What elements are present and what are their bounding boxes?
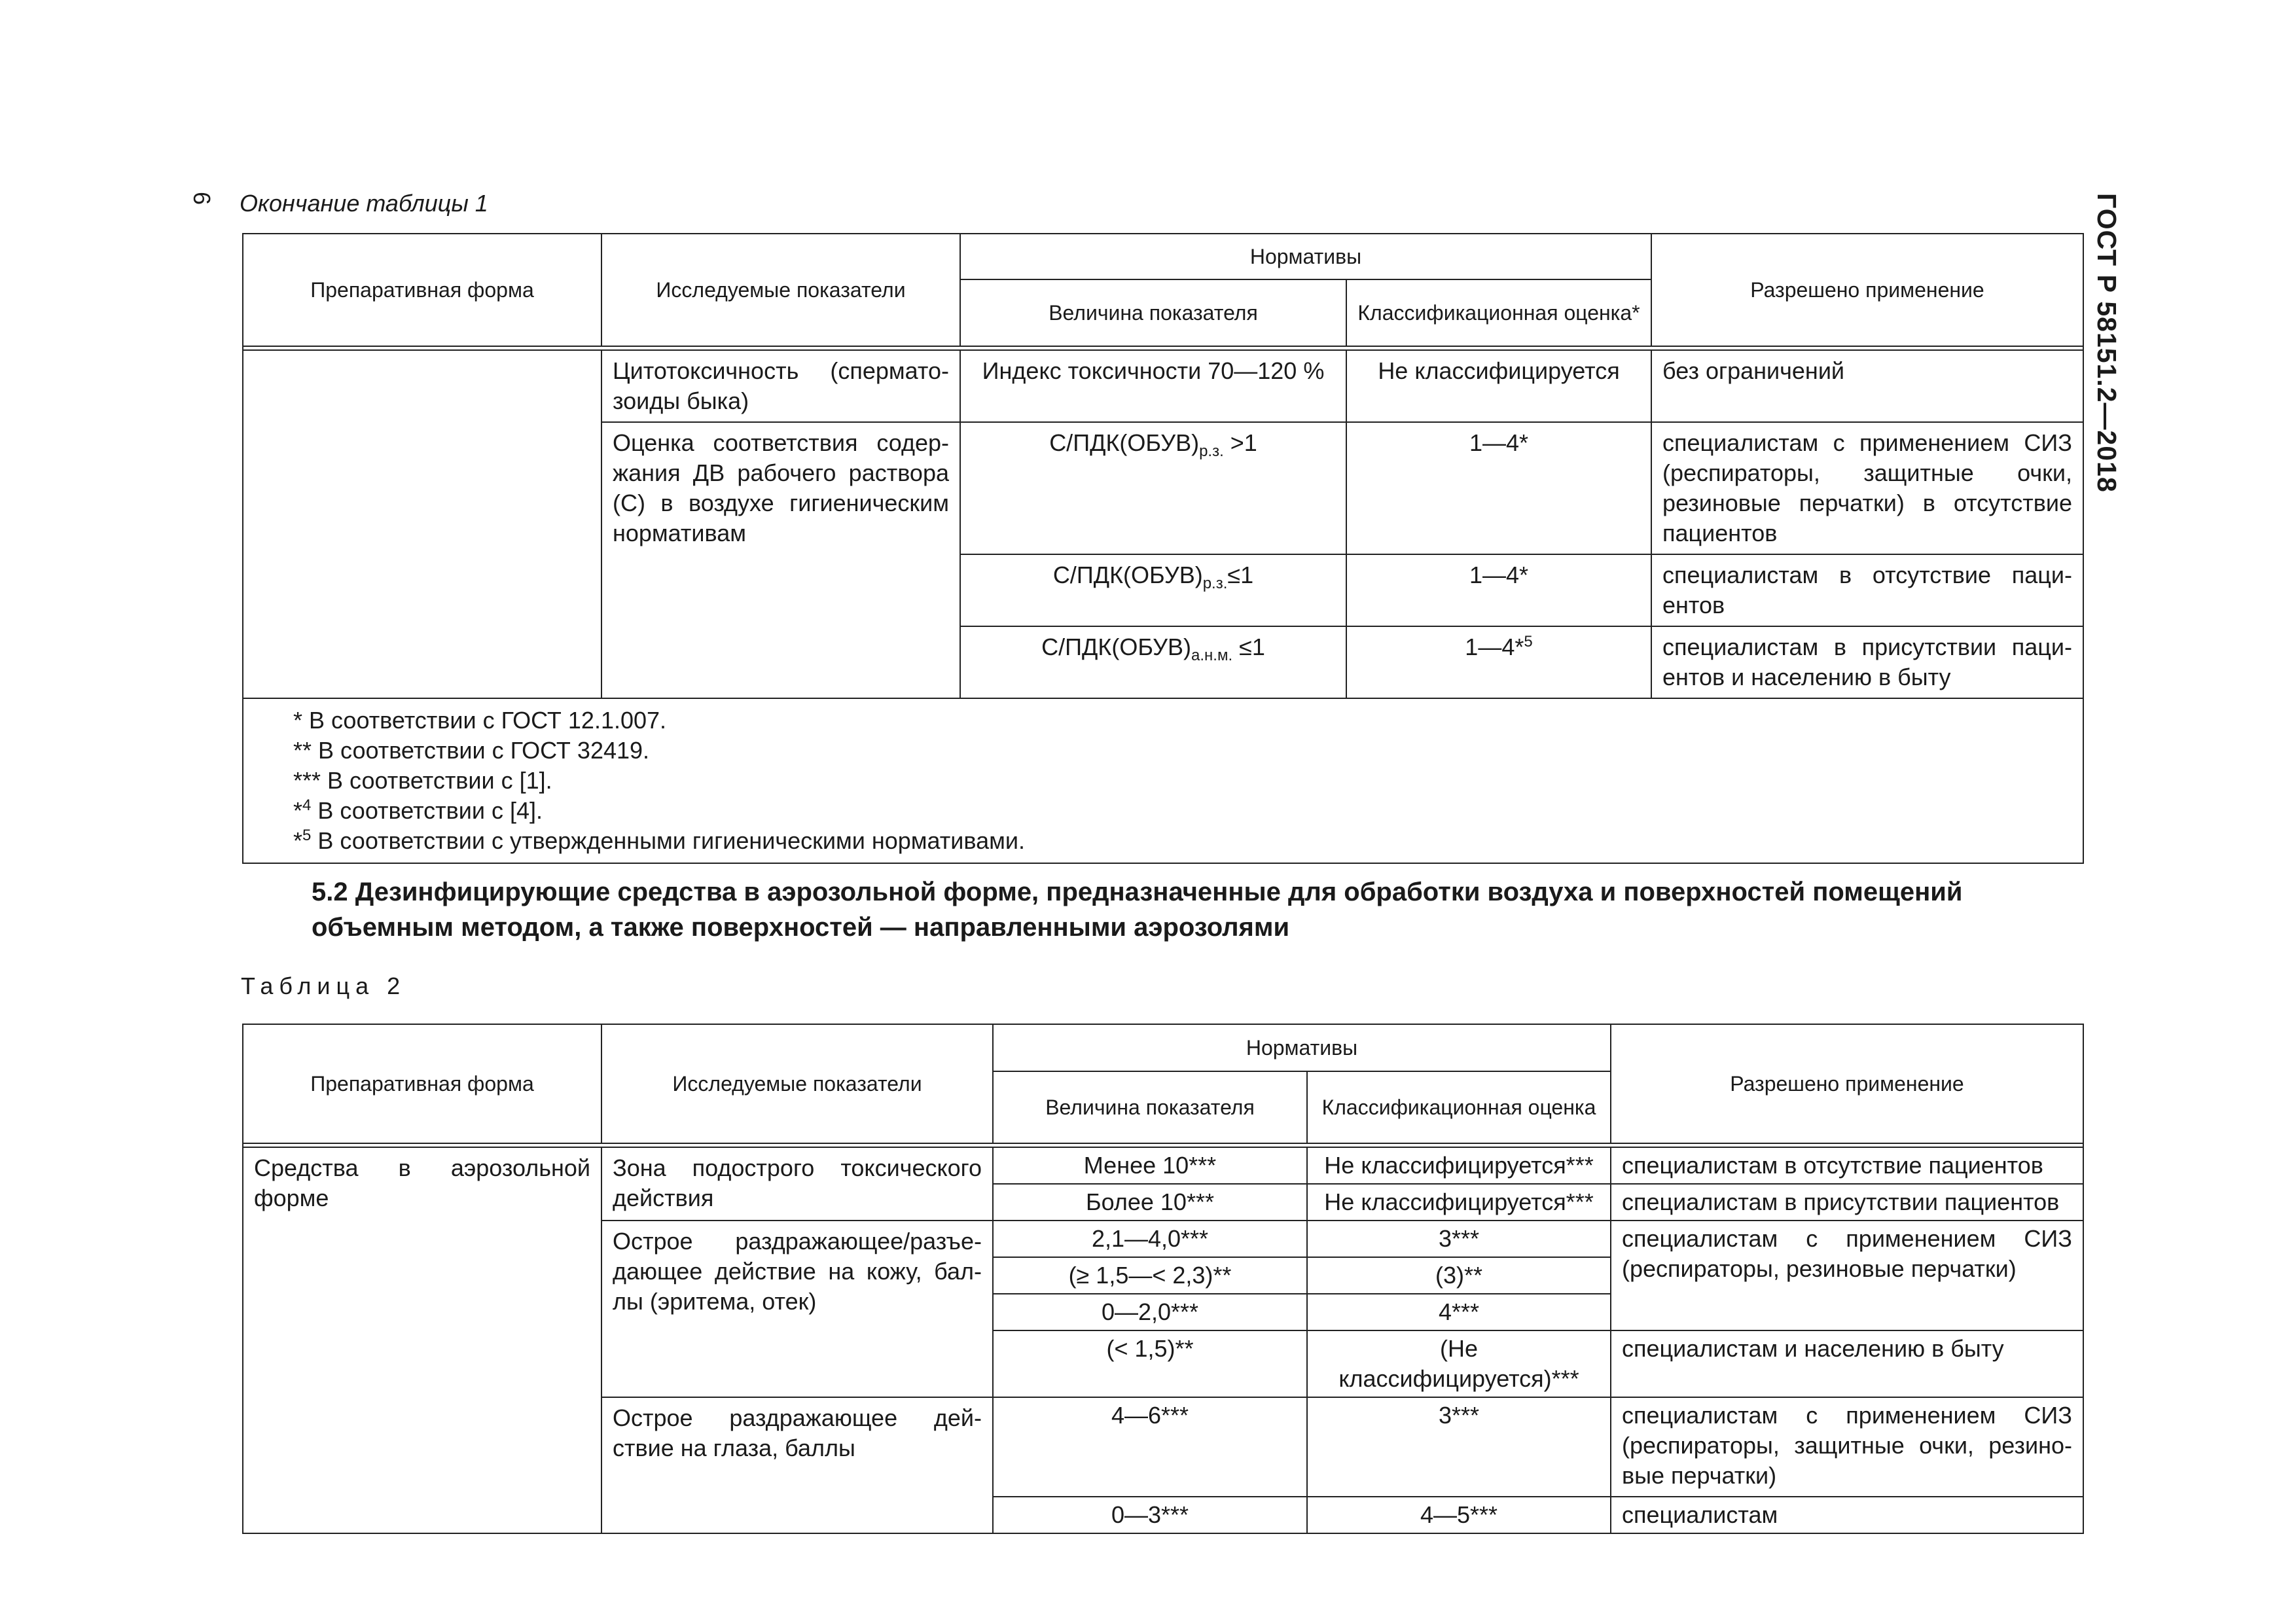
header-norms: Нормативы xyxy=(960,234,1651,279)
table1-caption: Окончание таблицы 1 xyxy=(240,190,488,217)
table2-caption: Таблица 2 xyxy=(241,972,406,999)
value-cell: $С/ПДК(ОБУВ)_{а.н.м.} \le 1$ xyxy=(960,626,1346,698)
allowed-cell: специалистам в отсутствие пациентов xyxy=(1611,1147,2083,1184)
value-cell: 0—3*** xyxy=(993,1497,1307,1533)
form-cell xyxy=(243,350,601,698)
header-indicators: Исследуемые показатели xyxy=(601,234,960,346)
classif-cell: Не классифицируется*** xyxy=(1307,1184,1611,1221)
allowed-cell: специалистам xyxy=(1611,1497,2083,1533)
header-allowed: Разрешено применение xyxy=(1611,1024,2083,1143)
value-cell: Более 10*** xyxy=(993,1184,1307,1221)
value-cell: 0—2,0*** xyxy=(993,1294,1307,1330)
form-cell: Средства в аэрозольной форме xyxy=(243,1147,601,1533)
value-cell: (≥ 1,5—< 2,3)** xyxy=(993,1257,1307,1294)
note: *$^5$ В соответствии с утвержденными гигиеническими нормативами. xyxy=(293,827,1025,854)
classif-cell: 4*** xyxy=(1307,1294,1611,1330)
header-form: Препаративная форма xyxy=(243,234,601,346)
standard-side-label: ГОСТ Р 58151.2—2018 xyxy=(2092,193,2122,493)
section-heading-line: объемным методом, а также поверхностей — направленными аэрозолями xyxy=(312,913,1290,942)
header-indicators: Исследуемые показатели xyxy=(601,1024,993,1143)
note: ** В соответствии с ГОСТ 32419. xyxy=(293,737,650,764)
header-norms: Нормативы xyxy=(993,1024,1611,1071)
header-form: Препаративная форма xyxy=(243,1024,601,1143)
note: *$^4$ В соответствии с [4]. xyxy=(293,796,543,824)
indicator-cell: Цитотоксичность (спермато-зоиды быка) xyxy=(601,350,960,422)
classif-cell: Не классифицируется xyxy=(1346,350,1651,422)
value-cell: (< 1,5)** xyxy=(993,1330,1307,1397)
classif-cell: Не классифицируется*** xyxy=(1307,1147,1611,1184)
table-row xyxy=(243,1147,2083,1184)
section-heading-line: 5.2 Дезинфицирующие средства в аэрозольной форме, предназначенные для обработки воздуха и поверхностей помещений xyxy=(312,878,1963,906)
section-heading xyxy=(312,874,2092,945)
value-cell: Индекс токсичности 70—120 % xyxy=(960,350,1346,422)
classif-cell: (Не классифицируется)*** xyxy=(1307,1330,1611,1397)
allowed-cell: специалистам в отсутствие паци-ентов xyxy=(1651,554,2083,626)
allowed-cell: специалистам с применением СИЗ (респираторы, резиновые перчатки) xyxy=(1611,1221,2083,1330)
value-cell: Менее 10*** xyxy=(993,1147,1307,1184)
value-cell: 4—6*** xyxy=(993,1397,1307,1497)
table1-notes xyxy=(243,698,2083,863)
classif-cell: 1—4* xyxy=(1346,554,1651,626)
value-cell: 2,1—4,0*** xyxy=(993,1221,1307,1257)
allowed-cell: специалистам в присутствии пациентов xyxy=(1611,1184,2083,1221)
indicator-cell: Зона подострого токсического действия xyxy=(601,1147,993,1221)
table-2 xyxy=(242,1024,2084,1534)
header-value: Величина показателя xyxy=(960,279,1346,346)
indicator-cell: Оценка соответствия содер-жания ДВ рабочего раствора (С) в воздухе гигиеническим нормативам xyxy=(601,422,960,698)
indicator-cell: Острое раздражающее/разъе-дающее действие на кожу, бал-лы (эритема, отек) xyxy=(601,1221,993,1397)
allowed-cell: специалистам и населению в быту xyxy=(1611,1330,2083,1397)
table-row xyxy=(243,350,2083,422)
classif-cell: 3*** xyxy=(1307,1397,1611,1497)
classif-cell: (3)** xyxy=(1307,1257,1611,1294)
allowed-cell: специалистам с применением СИЗ (респираторы, защитные очки, резиновые перчатки) в отсутствие пациентов xyxy=(1651,422,2083,554)
classif-cell: 3*** xyxy=(1307,1221,1611,1257)
value-cell: $С/ПДК(ОБУВ)_{р.з.} >1$ xyxy=(960,422,1346,554)
header-value: Величина показателя xyxy=(993,1071,1307,1143)
classif-cell: 1—4* xyxy=(1346,422,1651,554)
classif-cell: 1—4*$^5$ xyxy=(1346,626,1651,698)
note: *** В соответствии с [1]. xyxy=(293,767,552,794)
allowed-cell: без ограничений xyxy=(1651,350,2083,422)
indicator-cell: Острое раздражающее дей-ствие на глаза, баллы xyxy=(601,1397,993,1533)
allowed-cell: специалистам с применением СИЗ (респираторы, защитные очки, резино-вые перчатки) xyxy=(1611,1397,2083,1497)
allowed-cell: специалистам в присутствии паци-ентов и населению в быту xyxy=(1651,626,2083,698)
header-classif: Классификационная оценка xyxy=(1307,1071,1611,1143)
page-number: 6 xyxy=(188,191,216,205)
classif-cell: 4—5*** xyxy=(1307,1497,1611,1533)
header-classif: Классификационная оценка* xyxy=(1346,279,1651,346)
table-1 xyxy=(242,233,2084,864)
header-allowed: Разрешено применение xyxy=(1651,234,2083,346)
note: * В соответствии с ГОСТ 12.1.007. xyxy=(293,707,667,734)
value-cell: $С/ПДК(ОБУВ)_{р.з.}\le 1$ xyxy=(960,554,1346,626)
